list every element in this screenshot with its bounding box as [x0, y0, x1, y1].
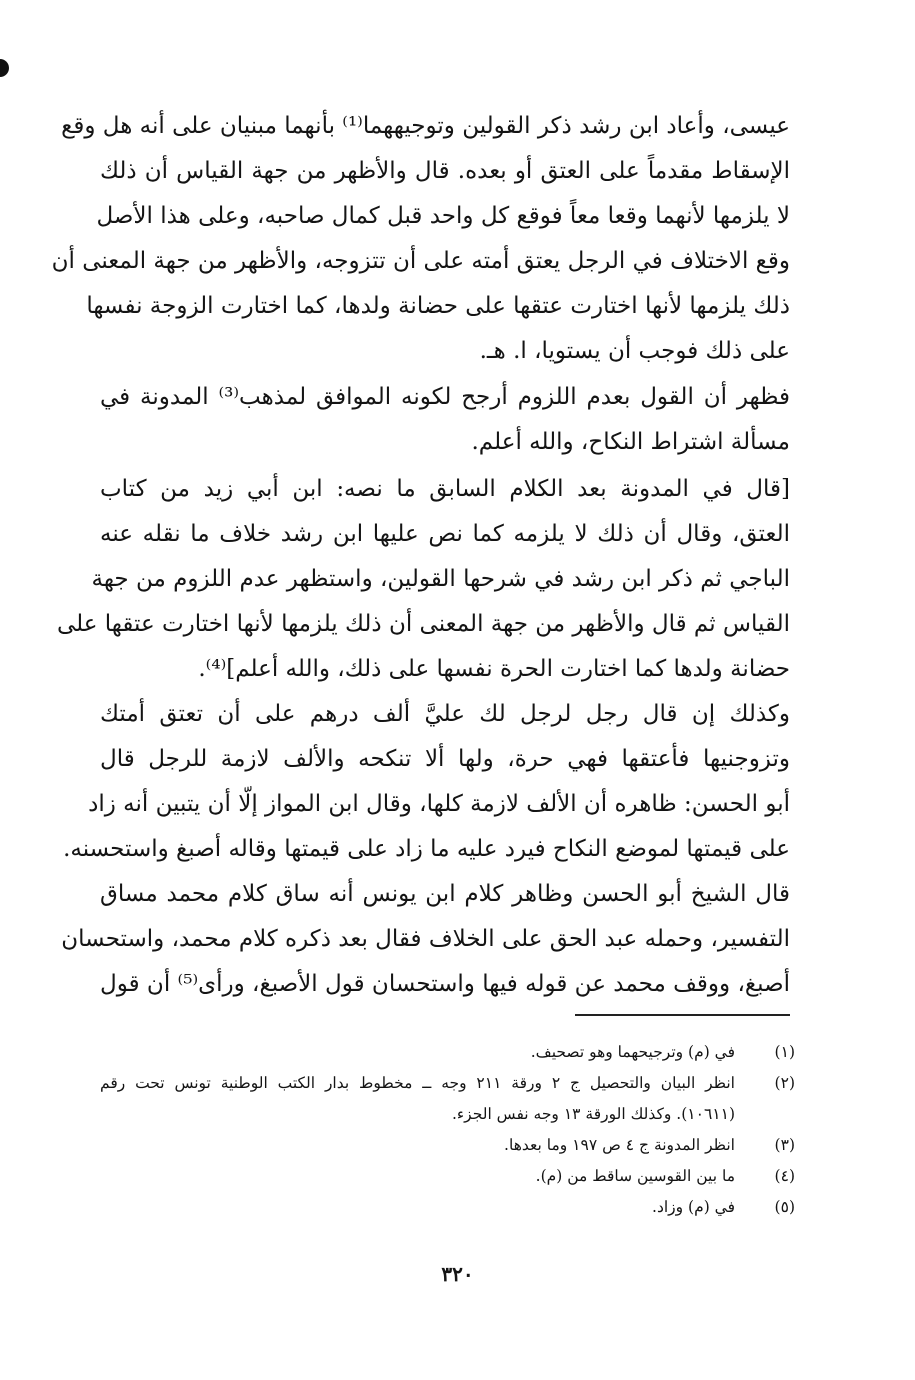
footnote-2	[100, 1068, 795, 1130]
text-line: أبو الحسن: ظاهره أن الألف لازمة كلها، وقال ابن المواز إلّا أن يتبين أنه زاد	[88, 791, 790, 817]
text-line: حضانة ولدها كما اختارت الحرة نفسها على ذلك، والله أعلم]⁽⁴⁾.	[198, 656, 790, 682]
text-line: على ذلك فوجب أن يستويا، ا. هـ.	[479, 338, 790, 364]
footnote-text	[100, 1161, 735, 1192]
footnote-text	[100, 1037, 735, 1068]
text-line: العتق، وقال أن ذلك لا يلزمه كما نص عليها ابن رشد خلاف ما نقله عنه	[100, 521, 790, 547]
footnote-number: (١)	[774, 1043, 795, 1061]
text-line: القياس ثم قال والأظهر من جهة المعنى أن ذلك يلزمها لأنها اختارت عتقها على	[56, 611, 790, 637]
footnote-separator	[575, 1014, 790, 1016]
footnote-line: ما بين القوسين ساقط من (م).	[535, 1167, 735, 1185]
footnote-number: (٤)	[774, 1167, 795, 1185]
text-line: فظهر أن القول بعدم اللزوم أرجح لكونه الموافق لمذهب⁽³⁾ المدونة في	[100, 384, 790, 410]
text-line: ذلك يلزمها لأنها اختارت عتقها على حضانة ولدها، كما اختارت الزوجة نفسها	[86, 293, 790, 319]
text-line: الإسقاط مقدماً على العتق أو بعده. قال والأظهر من جهة القياس أن ذلك	[100, 158, 790, 184]
footnote-number: (٥)	[774, 1198, 795, 1216]
footnote-text	[100, 1068, 735, 1130]
footnote-3	[100, 1130, 795, 1161]
text-line: مسألة اشتراط النكاح، والله أعلم.	[471, 429, 790, 455]
text-line: وقع الاختلاف في الرجل يعتق أمته على أن تتزوجه، والأظهر من جهة المعنى أن	[51, 248, 790, 274]
text-line: على قيمتها لموضع النكاح فيرد عليه ما زاد على قيمتها وقاله أصبغ واستحسنه.	[63, 836, 790, 862]
text-line: التفسير، وحمله عبد الحق على الخلاف فقال بعد ذكره كلام محمد، واستحسان	[61, 926, 790, 952]
footnote-number: (٢)	[774, 1074, 795, 1092]
text-line: قال الشيخ أبو الحسن وظاهر كلام ابن يونس أنه ساق كلام محمد مساق	[100, 881, 790, 907]
footnote-number: (٣)	[774, 1136, 795, 1154]
paragraph-3	[56, 467, 790, 692]
text-line: [قال في المدونة بعد الكلام السابق ما نصه: ابن أبي زيد من كتاب	[100, 476, 790, 502]
footnote-line: انظر المدونة ج ٤ ص ١٩٧ وما بعدها.	[504, 1136, 735, 1154]
footnotes	[100, 1037, 795, 1223]
text-line: أصبغ، ووقف محمد عن قوله فيها واستحسان قول الأصبغ، ورأى⁽⁵⁾ أن قول	[100, 971, 791, 997]
scan-edge-mark	[0, 59, 9, 77]
footnote-line: في (م) وزاد.	[652, 1198, 735, 1216]
text-line: عيسى، وأعاد ابن رشد ذكر القولين وتوجيههما⁽¹⁾ بأنهما مبنيان على أنه هل وقع	[61, 113, 790, 139]
footnote-line: (١٠٦١١). وكذلك الورقة ١٣ وجه نفس الجزء.	[451, 1105, 735, 1123]
footnote-line: انظر البيان والتحصيل ج ٢ ورقة ٢١١ وجه ــ مخطوط بدار الكتب الوطنية تونس تحت رقم	[100, 1074, 735, 1092]
footnote-text	[100, 1130, 735, 1161]
paragraph-4	[61, 692, 791, 1007]
footnote-line: في (م) وترجيحهما وهو تصحيف.	[530, 1043, 735, 1061]
footnote-text	[100, 1192, 735, 1223]
text-line: الباجي ثم ذكر ابن رشد في شرحها القولين، واستظهر عدم اللزوم من جهة	[91, 566, 790, 592]
paragraph-2	[100, 375, 790, 465]
page-number: ٣٢٠	[441, 1262, 474, 1286]
text-line: لا يلزمها لأنهما وقعا معاً فوقع كل واحد قبل كمال صاحبه، وعلى هذا الأصل	[96, 203, 790, 229]
footnote-4	[100, 1161, 795, 1192]
paragraph-1	[51, 104, 790, 374]
footnote-5	[100, 1192, 795, 1223]
text-line: وكذلك إن قال رجل لرجل لك عليَّ ألف درهم على أن تعتق أمتك	[100, 701, 790, 727]
text-line: وتزوجنيها فأعتقها فهي حرة، ولها ألا تنكحه والألف لازمة للرجل قال	[100, 746, 790, 772]
footnote-1	[100, 1037, 795, 1068]
